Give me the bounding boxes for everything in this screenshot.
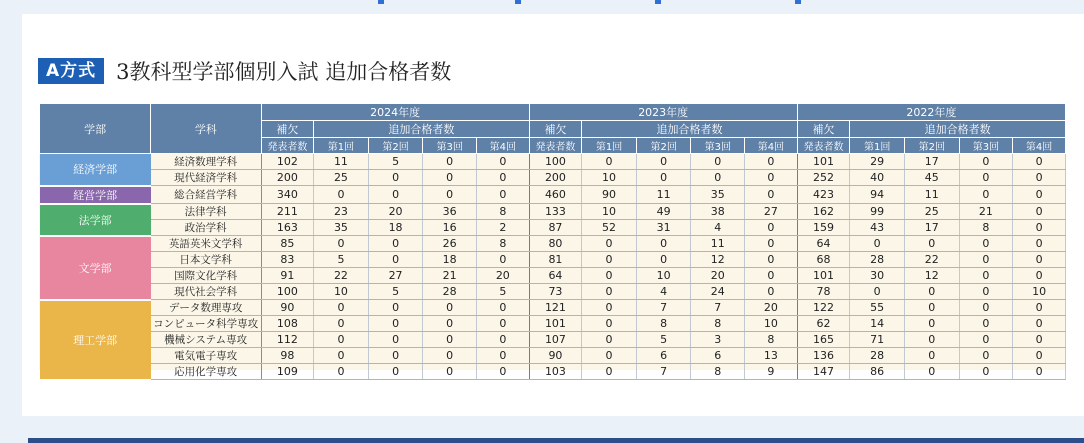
faculty-header: 学部 <box>40 104 151 154</box>
round-count-cell: 4 <box>636 284 691 300</box>
round-count-cell: 17 <box>904 154 959 170</box>
round-count-cell: 26 <box>423 236 477 252</box>
round-header: 第3回 <box>959 138 1013 154</box>
round-count-cell: 0 <box>745 170 798 186</box>
hoketsu-count-cell: 81 <box>529 252 582 268</box>
round-count-cell: 0 <box>582 332 637 348</box>
top-decoration-mark <box>655 0 661 4</box>
round-count-cell: 0 <box>582 348 637 364</box>
year-header: 2022年度 <box>797 104 1065 121</box>
round-count-cell: 0 <box>368 332 423 348</box>
round-count-cell: 86 <box>850 364 905 380</box>
round-count-cell: 0 <box>423 332 477 348</box>
hoketsu-count-cell: 108 <box>261 316 314 332</box>
round-count-cell: 25 <box>314 170 369 186</box>
table-row <box>40 220 1066 236</box>
round-count-cell: 0 <box>1013 348 1066 364</box>
round-count-cell: 28 <box>423 284 477 300</box>
tsuika-header: 追加合格者数 <box>314 121 530 138</box>
hoketsu-count-cell: 200 <box>529 170 582 186</box>
round-count-cell: 20 <box>368 204 423 220</box>
round-count-cell: 5 <box>368 284 423 300</box>
round-count-cell: 11 <box>691 236 745 252</box>
bottom-bar <box>28 438 1084 443</box>
round-count-cell: 49 <box>636 204 691 220</box>
round-count-cell: 0 <box>423 348 477 364</box>
department-cell: 政治学科 <box>151 220 261 236</box>
round-count-cell: 0 <box>1013 316 1066 332</box>
table-row <box>40 186 1066 204</box>
round-count-cell: 8 <box>691 364 745 380</box>
round-count-cell: 0 <box>368 170 423 186</box>
hoketsu-count-cell: 136 <box>797 348 850 364</box>
round-count-cell: 3 <box>691 332 745 348</box>
round-count-cell: 0 <box>476 316 529 332</box>
hoketsu-count-cell: 100 <box>261 284 314 300</box>
round-count-cell: 0 <box>745 154 798 170</box>
round-count-cell: 10 <box>636 268 691 284</box>
admissions-table <box>39 103 1066 381</box>
round-header: 第1回 <box>582 138 637 154</box>
round-header: 第3回 <box>691 138 745 154</box>
round-count-cell: 10 <box>745 316 798 332</box>
round-count-cell: 20 <box>745 300 798 316</box>
hoketsu-count-cell: 91 <box>261 268 314 284</box>
round-count-cell: 8 <box>636 316 691 332</box>
round-count-cell: 45 <box>904 170 959 186</box>
hoketsu-count-cell: 85 <box>261 236 314 252</box>
round-count-cell: 27 <box>745 204 798 220</box>
round-count-cell: 0 <box>636 170 691 186</box>
round-count-cell: 12 <box>691 252 745 268</box>
round-count-cell: 0 <box>959 186 1013 204</box>
round-count-cell: 17 <box>904 220 959 236</box>
year-header: 2023年度 <box>529 104 797 121</box>
hoketsu-count-cell: 101 <box>797 268 850 284</box>
department-cell: 機械システム専攻 <box>151 332 261 348</box>
method-badge: A方式 <box>38 58 104 84</box>
round-count-cell: 18 <box>423 252 477 268</box>
round-count-cell: 0 <box>314 316 369 332</box>
hoketsu-count-cell: 147 <box>797 364 850 380</box>
round-count-cell: 0 <box>314 236 369 252</box>
round-count-cell: 0 <box>476 186 529 204</box>
hoketsu-count-cell: 200 <box>261 170 314 186</box>
round-count-cell: 0 <box>314 332 369 348</box>
round-count-cell: 12 <box>904 268 959 284</box>
round-count-cell: 94 <box>850 186 905 204</box>
round-count-cell: 13 <box>745 348 798 364</box>
round-count-cell: 0 <box>636 236 691 252</box>
round-count-cell: 0 <box>368 186 423 204</box>
round-count-cell: 52 <box>582 220 637 236</box>
round-count-cell: 10 <box>1013 284 1066 300</box>
round-count-cell: 21 <box>423 268 477 284</box>
round-count-cell: 20 <box>476 268 529 284</box>
table-row <box>40 268 1066 284</box>
round-count-cell: 23 <box>314 204 369 220</box>
hoketsu-count-cell: 159 <box>797 220 850 236</box>
round-header: 第4回 <box>476 138 529 154</box>
department-cell: 現代経済学科 <box>151 170 261 186</box>
round-count-cell: 7 <box>636 364 691 380</box>
hoketsu-count-cell: 90 <box>261 300 314 316</box>
round-header: 第4回 <box>1013 138 1066 154</box>
round-count-cell: 0 <box>1013 332 1066 348</box>
department-cell: 経済数理学科 <box>151 154 261 170</box>
round-count-cell: 14 <box>850 316 905 332</box>
hoketsu-count-cell: 340 <box>261 186 314 204</box>
hoketsu-count-header: 発表者数 <box>797 138 850 154</box>
round-count-cell: 0 <box>904 284 959 300</box>
round-count-cell: 35 <box>314 220 369 236</box>
round-count-cell: 28 <box>850 252 905 268</box>
round-count-cell: 99 <box>850 204 905 220</box>
round-count-cell: 6 <box>636 348 691 364</box>
round-header: 第2回 <box>636 138 691 154</box>
hoketsu-count-cell: 98 <box>261 348 314 364</box>
round-count-cell: 0 <box>368 316 423 332</box>
round-count-cell: 10 <box>582 204 637 220</box>
round-count-cell: 0 <box>959 252 1013 268</box>
round-count-cell: 0 <box>476 252 529 268</box>
hoketsu-count-cell: 122 <box>797 300 850 316</box>
round-header: 第1回 <box>850 138 905 154</box>
hoketsu-count-cell: 64 <box>797 236 850 252</box>
round-count-cell: 0 <box>745 220 798 236</box>
round-count-cell: 0 <box>476 154 529 170</box>
round-count-cell: 0 <box>691 154 745 170</box>
round-header: 第3回 <box>423 138 477 154</box>
department-cell: 法律学科 <box>151 204 261 220</box>
department-cell: データ数理専攻 <box>151 300 261 316</box>
round-count-cell: 0 <box>476 348 529 364</box>
round-count-cell: 0 <box>314 364 369 380</box>
round-count-cell: 0 <box>582 284 637 300</box>
round-count-cell: 40 <box>850 170 905 186</box>
department-header: 学科 <box>151 104 261 154</box>
round-count-cell: 22 <box>314 268 369 284</box>
hoketsu-count-cell: 87 <box>529 220 582 236</box>
round-count-cell: 30 <box>850 268 905 284</box>
round-count-cell: 0 <box>904 332 959 348</box>
round-count-cell: 0 <box>423 154 477 170</box>
round-count-cell: 21 <box>959 204 1013 220</box>
round-header: 第2回 <box>904 138 959 154</box>
round-count-cell: 31 <box>636 220 691 236</box>
year-header: 2024年度 <box>261 104 529 121</box>
round-count-cell: 10 <box>582 170 637 186</box>
round-count-cell: 0 <box>1013 220 1066 236</box>
department-cell: 日本文学科 <box>151 252 261 268</box>
round-count-cell: 0 <box>582 364 637 380</box>
round-count-cell: 8 <box>476 236 529 252</box>
round-count-cell: 8 <box>476 204 529 220</box>
hoketsu-header: 補欠 <box>797 121 850 138</box>
round-count-cell: 9 <box>745 364 798 380</box>
round-count-cell: 7 <box>636 300 691 316</box>
round-count-cell: 0 <box>745 268 798 284</box>
hoketsu-count-cell: 101 <box>797 154 850 170</box>
round-count-cell: 25 <box>904 204 959 220</box>
round-count-cell: 5 <box>636 332 691 348</box>
round-count-cell: 43 <box>850 220 905 236</box>
round-count-cell: 2 <box>476 220 529 236</box>
round-count-cell: 11 <box>904 186 959 204</box>
round-count-cell: 7 <box>691 300 745 316</box>
round-count-cell: 0 <box>368 300 423 316</box>
round-count-cell: 0 <box>314 186 369 204</box>
round-count-cell: 20 <box>691 268 745 284</box>
round-header: 第4回 <box>745 138 798 154</box>
department-cell: 電気電子専攻 <box>151 348 261 364</box>
round-count-cell: 8 <box>959 220 1013 236</box>
hoketsu-count-cell: 62 <box>797 316 850 332</box>
table-row <box>40 252 1066 268</box>
round-count-cell: 4 <box>691 220 745 236</box>
round-count-cell: 0 <box>1013 204 1066 220</box>
round-count-cell: 0 <box>423 186 477 204</box>
hoketsu-count-cell: 133 <box>529 204 582 220</box>
round-count-cell: 0 <box>959 300 1013 316</box>
round-count-cell: 0 <box>745 236 798 252</box>
hoketsu-count-cell: 121 <box>529 300 582 316</box>
department-cell: コンピュータ科学専攻 <box>151 316 261 332</box>
hoketsu-count-cell: 64 <box>529 268 582 284</box>
hoketsu-count-cell: 90 <box>529 348 582 364</box>
round-count-cell: 0 <box>959 268 1013 284</box>
round-count-cell: 8 <box>691 316 745 332</box>
department-cell: 総合経営学科 <box>151 186 261 204</box>
round-count-cell: 0 <box>423 364 477 380</box>
table-row <box>40 204 1066 220</box>
hoketsu-header: 補欠 <box>261 121 314 138</box>
round-count-cell: 0 <box>582 236 637 252</box>
hoketsu-header: 補欠 <box>529 121 582 138</box>
round-count-cell: 0 <box>582 316 637 332</box>
round-count-cell: 0 <box>582 154 637 170</box>
hoketsu-count-cell: 423 <box>797 186 850 204</box>
round-count-cell: 0 <box>1013 268 1066 284</box>
hoketsu-count-cell: 109 <box>261 364 314 380</box>
hoketsu-count-cell: 68 <box>797 252 850 268</box>
department-cell: 応用化学専攻 <box>151 364 261 380</box>
round-header: 第2回 <box>368 138 423 154</box>
table-body <box>40 154 1066 380</box>
round-count-cell: 0 <box>850 236 905 252</box>
table-row <box>40 236 1066 252</box>
round-count-cell: 0 <box>745 186 798 204</box>
department-cell: 国際文化学科 <box>151 268 261 284</box>
round-count-cell: 0 <box>636 252 691 268</box>
round-count-cell: 0 <box>691 170 745 186</box>
round-count-cell: 0 <box>959 348 1013 364</box>
table-row <box>40 154 1066 170</box>
round-count-cell: 38 <box>691 204 745 220</box>
round-count-cell: 11 <box>314 154 369 170</box>
round-count-cell: 27 <box>368 268 423 284</box>
round-count-cell: 0 <box>314 300 369 316</box>
round-count-cell: 0 <box>476 170 529 186</box>
round-count-cell: 5 <box>368 154 423 170</box>
table-row <box>40 316 1066 332</box>
hoketsu-count-cell: 165 <box>797 332 850 348</box>
round-count-cell: 22 <box>904 252 959 268</box>
round-count-cell: 0 <box>314 348 369 364</box>
section-title: 3教科型学部個別入試 追加合格者数 <box>116 60 452 84</box>
table-row <box>40 364 1066 380</box>
admissions-table-wrap <box>39 103 1066 378</box>
round-count-cell: 0 <box>959 154 1013 170</box>
hoketsu-count-header: 発表者数 <box>261 138 314 154</box>
round-count-cell: 5 <box>314 252 369 268</box>
hoketsu-count-cell: 460 <box>529 186 582 204</box>
hoketsu-count-cell: 163 <box>261 220 314 236</box>
round-count-cell: 0 <box>850 284 905 300</box>
table-header <box>40 104 1066 154</box>
hoketsu-count-cell: 112 <box>261 332 314 348</box>
content-card <box>22 14 1084 416</box>
round-count-cell: 29 <box>850 154 905 170</box>
hoketsu-count-header: 発表者数 <box>529 138 582 154</box>
table-row <box>40 284 1066 300</box>
hoketsu-count-cell: 100 <box>529 154 582 170</box>
round-count-cell: 18 <box>368 220 423 236</box>
hoketsu-count-cell: 211 <box>261 204 314 220</box>
round-count-cell: 0 <box>745 284 798 300</box>
hoketsu-count-cell: 252 <box>797 170 850 186</box>
hoketsu-count-cell: 103 <box>529 364 582 380</box>
faculty-cell: 文学部 <box>40 236 151 300</box>
hoketsu-count-cell: 73 <box>529 284 582 300</box>
round-count-cell: 0 <box>423 316 477 332</box>
round-count-cell: 0 <box>959 332 1013 348</box>
round-count-cell: 0 <box>476 364 529 380</box>
faculty-cell: 経済学部 <box>40 154 151 186</box>
round-count-cell: 28 <box>850 348 905 364</box>
table-row <box>40 348 1066 364</box>
faculty-cell: 理工学部 <box>40 300 151 380</box>
hoketsu-count-cell: 101 <box>529 316 582 332</box>
round-count-cell: 0 <box>582 268 637 284</box>
round-count-cell: 55 <box>850 300 905 316</box>
round-header: 第1回 <box>314 138 369 154</box>
round-count-cell: 90 <box>582 186 637 204</box>
round-count-cell: 0 <box>368 348 423 364</box>
tsuika-header: 追加合格者数 <box>582 121 798 138</box>
hoketsu-count-cell: 83 <box>261 252 314 268</box>
hoketsu-count-cell: 102 <box>261 154 314 170</box>
table-row <box>40 300 1066 316</box>
round-count-cell: 0 <box>959 284 1013 300</box>
round-count-cell: 0 <box>1013 170 1066 186</box>
round-count-cell: 0 <box>582 252 637 268</box>
round-count-cell: 8 <box>745 332 798 348</box>
round-count-cell: 0 <box>1013 236 1066 252</box>
round-count-cell: 36 <box>423 204 477 220</box>
hoketsu-count-cell: 162 <box>797 204 850 220</box>
hoketsu-count-cell: 80 <box>529 236 582 252</box>
round-count-cell: 6 <box>691 348 745 364</box>
table-row <box>40 170 1066 186</box>
round-count-cell: 0 <box>904 316 959 332</box>
section-heading <box>38 56 451 86</box>
round-count-cell: 0 <box>423 170 477 186</box>
round-count-cell: 10 <box>314 284 369 300</box>
round-count-cell: 35 <box>691 186 745 204</box>
round-count-cell: 0 <box>745 252 798 268</box>
department-cell: 英語英米文学科 <box>151 236 261 252</box>
top-decoration-mark <box>795 0 801 4</box>
round-count-cell: 0 <box>1013 252 1066 268</box>
round-count-cell: 0 <box>959 170 1013 186</box>
round-count-cell: 0 <box>582 300 637 316</box>
round-count-cell: 0 <box>636 154 691 170</box>
top-decoration-mark <box>378 0 384 4</box>
round-count-cell: 0 <box>959 316 1013 332</box>
round-count-cell: 71 <box>850 332 905 348</box>
round-count-cell: 0 <box>476 300 529 316</box>
round-count-cell: 24 <box>691 284 745 300</box>
round-count-cell: 5 <box>476 284 529 300</box>
round-count-cell: 0 <box>476 332 529 348</box>
top-decoration-mark <box>515 0 521 4</box>
round-count-cell: 0 <box>904 236 959 252</box>
round-count-cell: 0 <box>368 236 423 252</box>
round-count-cell: 0 <box>959 236 1013 252</box>
round-count-cell: 0 <box>904 348 959 364</box>
round-count-cell: 0 <box>1013 154 1066 170</box>
faculty-cell: 経営学部 <box>40 186 151 204</box>
round-count-cell: 0 <box>1013 364 1066 380</box>
round-count-cell: 0 <box>368 252 423 268</box>
tsuika-header: 追加合格者数 <box>850 121 1066 138</box>
round-count-cell: 16 <box>423 220 477 236</box>
department-cell: 現代社会学科 <box>151 284 261 300</box>
hoketsu-count-cell: 107 <box>529 332 582 348</box>
table-row <box>40 332 1066 348</box>
round-count-cell: 0 <box>959 364 1013 380</box>
round-count-cell: 0 <box>1013 300 1066 316</box>
round-count-cell: 0 <box>368 364 423 380</box>
round-count-cell: 0 <box>904 300 959 316</box>
faculty-cell: 法学部 <box>40 204 151 236</box>
round-count-cell: 0 <box>1013 186 1066 204</box>
hoketsu-count-cell: 78 <box>797 284 850 300</box>
round-count-cell: 11 <box>636 186 691 204</box>
round-count-cell: 0 <box>904 364 959 380</box>
round-count-cell: 0 <box>423 300 477 316</box>
